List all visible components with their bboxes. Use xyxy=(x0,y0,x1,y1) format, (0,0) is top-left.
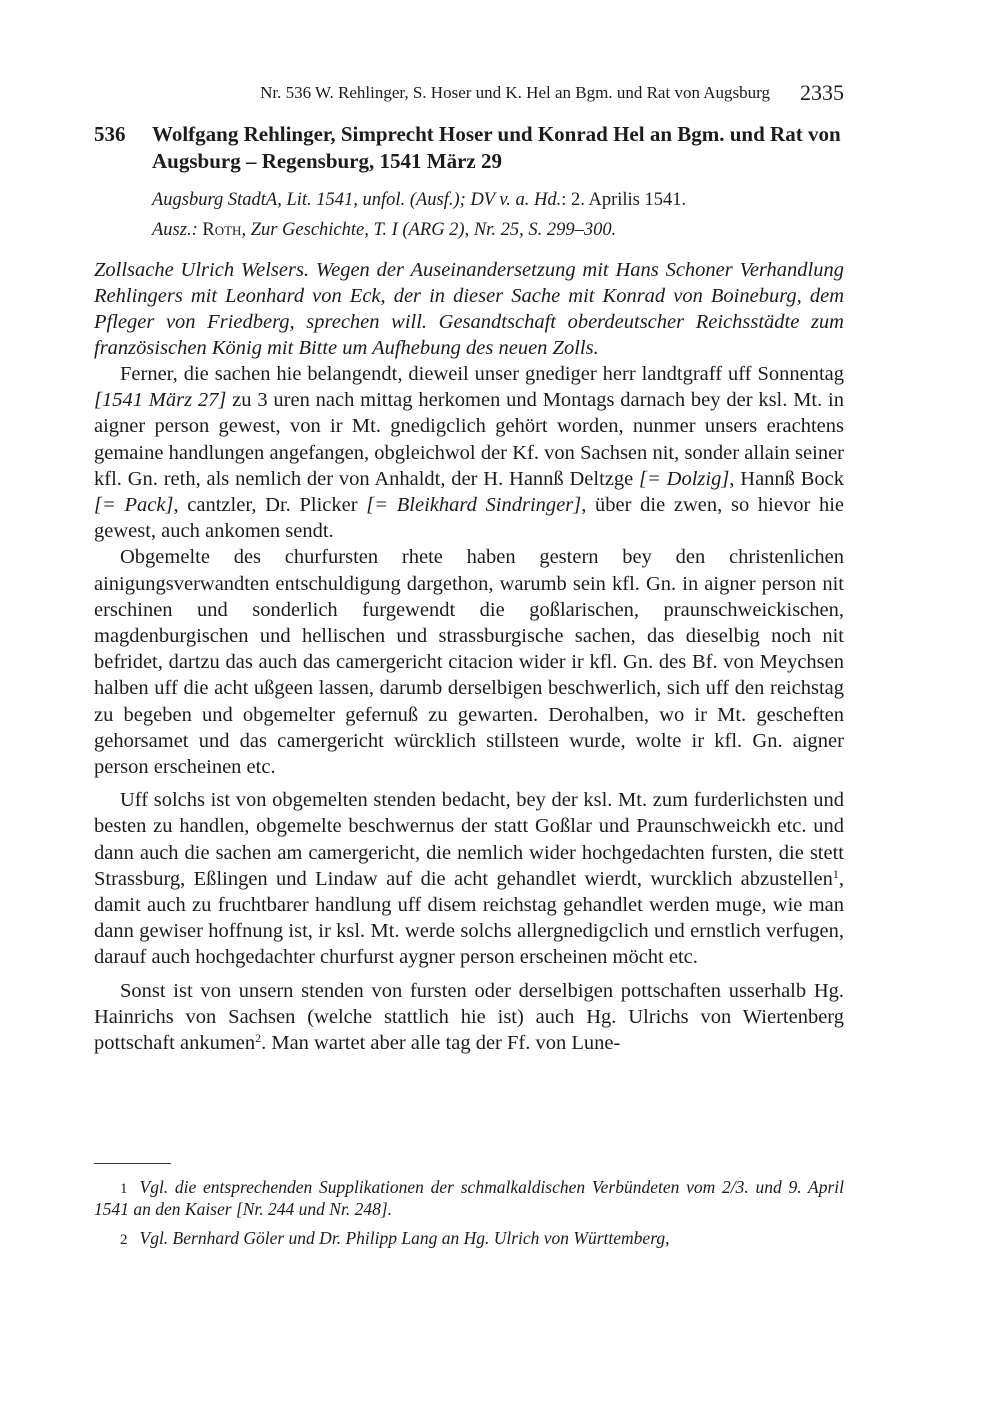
text-run: , cantzler, Dr. Plicker xyxy=(173,494,367,517)
text-run: Sonst ist von unsern stenden von fursten oder derselbigen pottschaften usserhalb Hg. Hainrichs von Sachsen (welche stattlich hie ist) auch Hg. Ulrichs von Wiertenberg pottschaft ankumen xyxy=(94,979,844,1055)
footnote-divider xyxy=(94,1163,171,1164)
text-run: Ferner, die sachen hie belangendt, dieweil unser gnediger herr landtgraff uff Sonnentag xyxy=(120,363,844,385)
paragraph: Obgemelte des churfursten rhete haben gestern bey den christenlichen ainigungsverwandten entschuldigung dargethon, warumb sein kfl. Gn. in aigner person nit erschinen und sonderlich furgewendt die goßlarischen, praunschweickischen, magdenburgischen und hellischen und strassburgische sachen, das dieselbig noch nit befridet, dartzu das auch das camergericht citacion wider ir kfl. Gn. des Bf. von Meychsen halben uff die acht ußgeen lassen, darumb derselbigen beschwerlich, sich uff den reichstag zu begeben und obgemelter gefernuß zu gewarten. Derohalben, wo ir Mt. gescheften gehorsamet und das camergericht würcklich stillsteen wurde, wolte ir kfl. Gn. aigner person erscheinen etc. xyxy=(94,546,844,779)
footnote-text: Vgl. die entsprechenden Supplikationen der schmalkaldischen Verbündeten vom 2/3. und 9. April 1541 an den Kaiser [Nr. 244 und Nr. 248]. xyxy=(94,1177,844,1219)
source-excerpt-author: Roth xyxy=(202,220,242,240)
source-archive-rest: : 2. Aprilis 1541. xyxy=(561,190,687,210)
text-run: . Man wartet aber alle tag der Ff. von Lune- xyxy=(261,1032,621,1055)
footnote-ref[interactable]: 2 xyxy=(255,1031,262,1046)
footnote-text: Vgl. Bernhard Göler und Dr. Philipp Lang an Hg. Ulrich von Württemberg, xyxy=(139,1228,670,1248)
source-excerpt-prefix: Ausz.: xyxy=(152,220,203,240)
text-run: , Hannß Bock xyxy=(729,467,844,490)
footnote-marker: 2 xyxy=(120,1232,128,1248)
text-run: Uff solchs ist von obgemelten stenden bedacht, bey der ksl. Mt. zum furderlichsten und besten zu handlen, obgemelte beschwernus der statt Goßlar und Praunschweickh etc. und dann auch die sachen am camergericht, die nemlich wider hochgedachten fursten, die stett Strassburg, Eßlingen und Lindaw auf die acht gehandlet wierdt, wurcklich abzustellen xyxy=(94,789,844,890)
text-run: , über die zwen, so hievor hie gewest, auch ankomen sendt. xyxy=(94,494,845,543)
regest: Zollsache Ulrich Welsers. Wegen der Auseinandersetzung mit Hans Schoner Verhandlung Rehlingers mit Leonhard von Eck, der in dieser Sache mit Konrad von Boineburg, dem Pfleger von Friedberg, sprechen will. Gesandtschaft oberdeutscher Reichsstädte zum französischen König mit Bitte um Aufhebung des neuen Zolls. xyxy=(94,259,844,359)
footnote xyxy=(94,1177,844,1219)
paragraph xyxy=(94,978,844,1057)
source-excerpt-rest: , Zur Geschichte, T. I (ARG 2), Nr. 25, S. 299–300. xyxy=(241,220,617,240)
paragraph xyxy=(94,361,844,544)
document-heading xyxy=(94,121,844,175)
editorial-insert: [= Bleikhard Sindringer] xyxy=(366,494,582,517)
body-text xyxy=(94,361,844,1056)
source-archive xyxy=(152,185,844,215)
source-excerpt xyxy=(152,215,844,245)
footnote-ref[interactable]: 1 xyxy=(832,866,839,881)
document-title: Wolfgang Rehlinger, Simprecht Hoser und Konrad Hel an Bgm. und Rat von Augsburg – Regensburg, 1541 März 29 xyxy=(152,122,841,173)
footnote xyxy=(94,1228,844,1250)
footnote-marker: 1 xyxy=(120,1181,128,1197)
editorial-insert: [= Dolzig] xyxy=(639,467,730,490)
footnotes xyxy=(94,1177,844,1259)
paragraph xyxy=(94,787,844,970)
editorial-insert: [= Pack] xyxy=(94,494,174,517)
running-head-title: Nr. 536 W. Rehlinger, S. Hoser und K. Hel an Bgm. und Rat von Augsburg xyxy=(260,83,770,102)
editorial-insert: [1541 März 27] xyxy=(94,389,227,412)
page-number: 2335 xyxy=(800,80,844,105)
document-number: 536 xyxy=(94,122,126,146)
text-run: zu 3 uren nach mittag herkomen und Montags darnach bey der ksl. Mt. in aigner person gewest, von ir Mt. gnedigclich gehört worden, nunmer unsers erachtens gemaine handlungen angefangen, obgleichwol der Kf. von Sachsen nit, sonder allain seiner kfl. Gn. reth, als nemlich der von Anhaldt, der H. Hannß Deltzge xyxy=(94,389,844,490)
source-archive-italic: Augsburg StadtA, Lit. 1541, unfol. (Ausf.); DV v. a. Hd. xyxy=(152,190,562,210)
running-head xyxy=(94,76,844,110)
source-note xyxy=(152,185,844,245)
text-run: , damit auch zu fruchtbarer handlung uff disem reichstag gehandlet werden muge, wie man dann gewiser hoffnung ist, ir ksl. Mt. werde solchs allergnedigclich und ernstlich verfugen, darauf auch hochgedachter churfurst aygner person erscheinen möcht etc. xyxy=(94,867,844,969)
page xyxy=(94,76,844,1056)
